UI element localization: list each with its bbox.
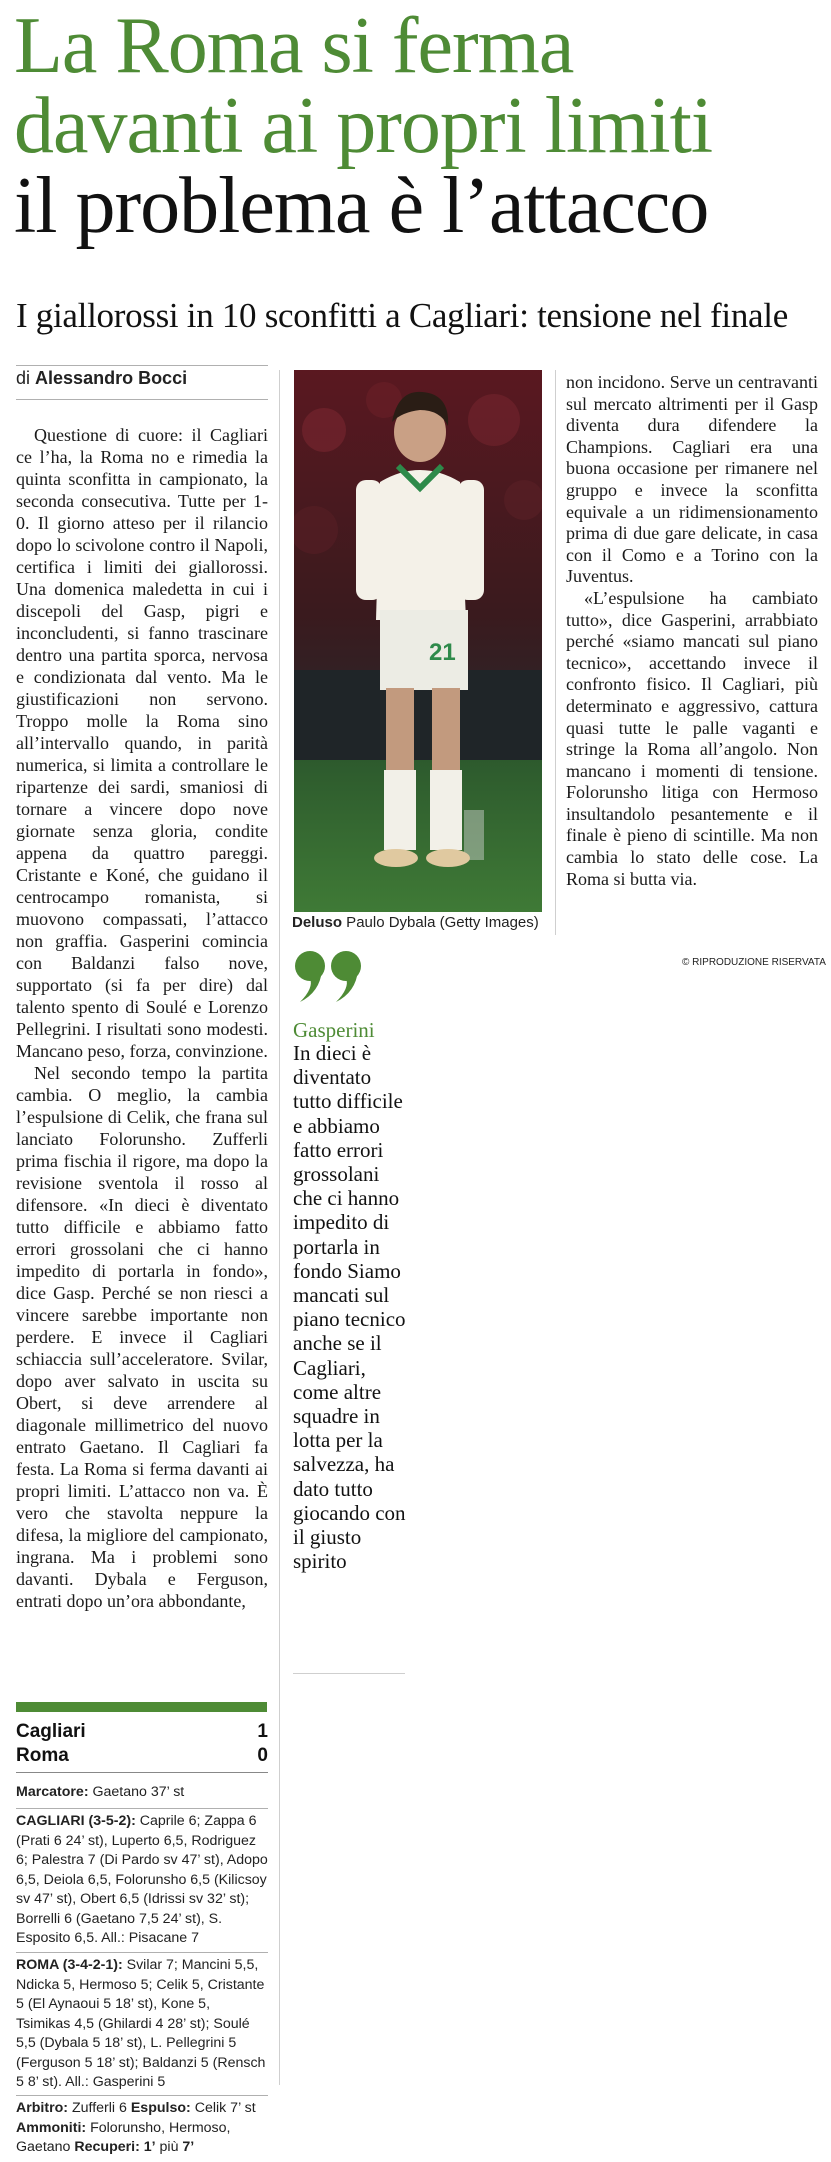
away-score: 0	[257, 1745, 268, 1766]
article-column-3	[566, 372, 818, 890]
referee-label: Arbitro:	[16, 2100, 69, 2116]
photo-caption	[292, 914, 552, 931]
score-row-home	[16, 1721, 268, 1743]
quote-text: In dieci è diventato tutto difficile e abbiamo fatto errori grossolani che ci hanno impedito di portarla in fondo Siamo mancati sul piano tecnico anche se il Cagliari, come altre squadre in lotta per la salvezza, ha dato tutto giocando con il giusto spirito	[293, 1041, 406, 1574]
copyright: © RIPRODUZIONE RISERVATA	[682, 957, 826, 968]
quote-mark-icon	[294, 948, 374, 1004]
officials	[16, 2099, 268, 2158]
headline	[14, 2, 814, 250]
byline-author: Alessandro Bocci	[35, 368, 188, 388]
roma-label: ROMA (3-4-2-1):	[16, 1957, 123, 1973]
stoppage-label: Recuperi: 1’	[74, 2139, 156, 2155]
stats-rule	[16, 1952, 268, 1953]
byline	[16, 368, 266, 389]
player-photo	[294, 370, 542, 912]
score-row-away	[16, 1745, 268, 1767]
column-divider	[555, 370, 556, 935]
article-column-1	[16, 424, 268, 1612]
referee: Zufferli 6	[68, 2100, 131, 2116]
article-paragraph: Nel secondo tempo la partita cambia. O meglio, la cambia l’espulsione di Celik, che frana sul lanciato Folorunsho. Zufferli prima fischia il rigore, ma dopo la revisione sventola il rosso al difensore. «In dieci è diventato tutto difficile e abbiamo fatto errori grossolani che ci hanno impedito di portarla in fondo», dice Gasp. Perché se non riesci a vincere sarebbe importante non perdere. E invece il Cagliari schiaccia sull’acceleratore. Svilar, dopo aver salvato in uscita su Obert, si deve arrendere al diagonale millimetrico del nuovo entrato Gaetano. Il Cagliari fa festa. La Roma si ferma davanti ai propri limiti. L’attacco non va. È vero che stavolta neppure la difesa, la migliore del campionato, ingrana. Ma i problemi sono davanti. Dybala e Ferguson, entrati dopo un’ora abbondante,	[16, 1063, 268, 1611]
expelled: Celik 7’ st	[190, 2100, 256, 2116]
headline-line-1: La Roma si ferma	[14, 2, 574, 90]
article-paragraph: Questione di cuore: il Cagliari ce l’ha, la Roma no e rimedia la quinta sconfitta in campionato, la seconda consecutiva. Tutte per 1-0. Il giorno atteso per il rilancio dopo lo scivolone contro il Napoli, certifica i limiti dei giallorossi. Una domenica maledetta in cui i discepoli del Gasp, pigri e inconcludenti, si fanno trascinare dentro una partita sporca, nervosa e condizionata dal vento. Ma le giustificazioni non servono. Troppo molle la Roma sino all’intervallo quando, in parità numerica, si limita a controllare le ripartenze dei sardi, smaniosi di tornare a vincere dopo nove giornate senza gloria, condite appena da quattro pareggi. Cristante e Koné, che guidano il centrocampo romanista, si muovono compassati, l’attacco non graffia. Gasperini comincia con Baldanzi falso nove, supportato (si fa per dire) dal talento spento di Soulé e Lorenzo Pellegrini. I risultati sono modesti. Mancano peso, forza, convinzione.	[16, 425, 268, 1061]
stoppage-mid: più	[155, 2139, 183, 2155]
subheadline: I giallorossi in 10 sconfitti a Cagliari: tensione nel finale	[16, 296, 788, 335]
away-team: Roma	[16, 1745, 69, 1766]
shirt-number: 21	[429, 639, 456, 666]
photo-illustration	[294, 370, 542, 912]
roma-lineup	[16, 1956, 268, 2093]
quote-author: Gasperini	[293, 1018, 375, 1042]
caption-text: Paulo Dybala (Getty Images)	[342, 914, 539, 931]
headline-line-2: davanti ai propri limiti	[14, 82, 713, 170]
booked: Folorunsho, Hermoso, Gaetano	[16, 2119, 231, 2155]
byline-rule-top	[16, 365, 268, 366]
scorebox-rule	[16, 1772, 268, 1773]
scorebox-bar	[16, 1702, 267, 1712]
expelled-label: Espulso:	[130, 2100, 191, 2116]
byline-prefix: di	[16, 368, 31, 388]
quote-rule	[293, 1673, 405, 1674]
scorer: Gaetano 37’ st	[88, 1784, 185, 1800]
home-team: Cagliari	[16, 1721, 86, 1742]
stats-rule	[16, 1808, 268, 1809]
roma-players: Svilar 7; Mancini 5,5, Ndicka 5, Hermoso 5; Celik 5, Cristante 5 (El Aynaoui 5 18’ st), Kone 5, Tsimikas 4,5 (Ghilardi 4 28’ st); Soulé 5,5 (Dybala 5 18’ st), L. Pellegrini 5 (Ferguson 5 18’ st); Baldanzi 5 (Rensch 5 8’ st). All.: Gasperini 5	[16, 1957, 266, 2090]
cagliari-lineup	[16, 1812, 268, 1949]
caption-bold: Deluso	[292, 914, 343, 931]
scorer-line	[16, 1783, 268, 1803]
cagliari-label: CAGLIARI (3-5-2):	[16, 1813, 136, 1829]
home-score: 1	[257, 1721, 268, 1742]
column-divider	[279, 370, 280, 2085]
article-paragraph: «L’espulsione ha cambiato tutto», dice Gasperini, arrabbiato perché «siamo mancati sul piano tecnico», accettando invece il confronto fisico. Il Cagliari, più determinato e aggressivo, cattura quasi tutte le palle vaganti e stringe la Roma all’angolo. Non mancano i momenti di tensione. Folorunsho litiga con Hermoso insultandolo pesantemente e il finale è pieno di scintille. Ma non cambia lo stato delle cose. La Roma si butta via.	[566, 587, 818, 889]
byline-rule-bottom	[16, 399, 268, 400]
stats-rule	[16, 2095, 268, 2096]
article-paragraph: non incidono. Serve un centravanti sul mercato altrimenti per il Gasp diventa dura difendere la Champions. Cagliari era una buona occasione per rimanere nel gruppo e invece la sconfitta equivale a un ridimensionamento prima di due gare delicate, in casa con il Como e a Torino con la Juventus.	[566, 372, 818, 587]
scorer-label: Marcatore:	[16, 1784, 89, 1800]
booked-label: Ammoniti:	[16, 2119, 87, 2136]
cagliari-players: Caprile 6; Zappa 6 (Prati 6 24’ st), Luperto 6,5, Rodriguez 6; Palestra 7 (Di Pardo sv 47’ st), Adopo 6,5, Deiola 6,5, Folorunsho 6,5 (Kilicsoy sv 47’ st), Obert 6,5 (Idrissi sv 32’ st); Borrelli 6 (Gaetano 7,5 24’ st), S. Esposito 6,5. All.: Pisacane 7	[16, 1813, 268, 1946]
headline-line-3: il problema è l’attacco	[14, 162, 709, 250]
stoppage-end: 7’	[182, 2139, 195, 2155]
